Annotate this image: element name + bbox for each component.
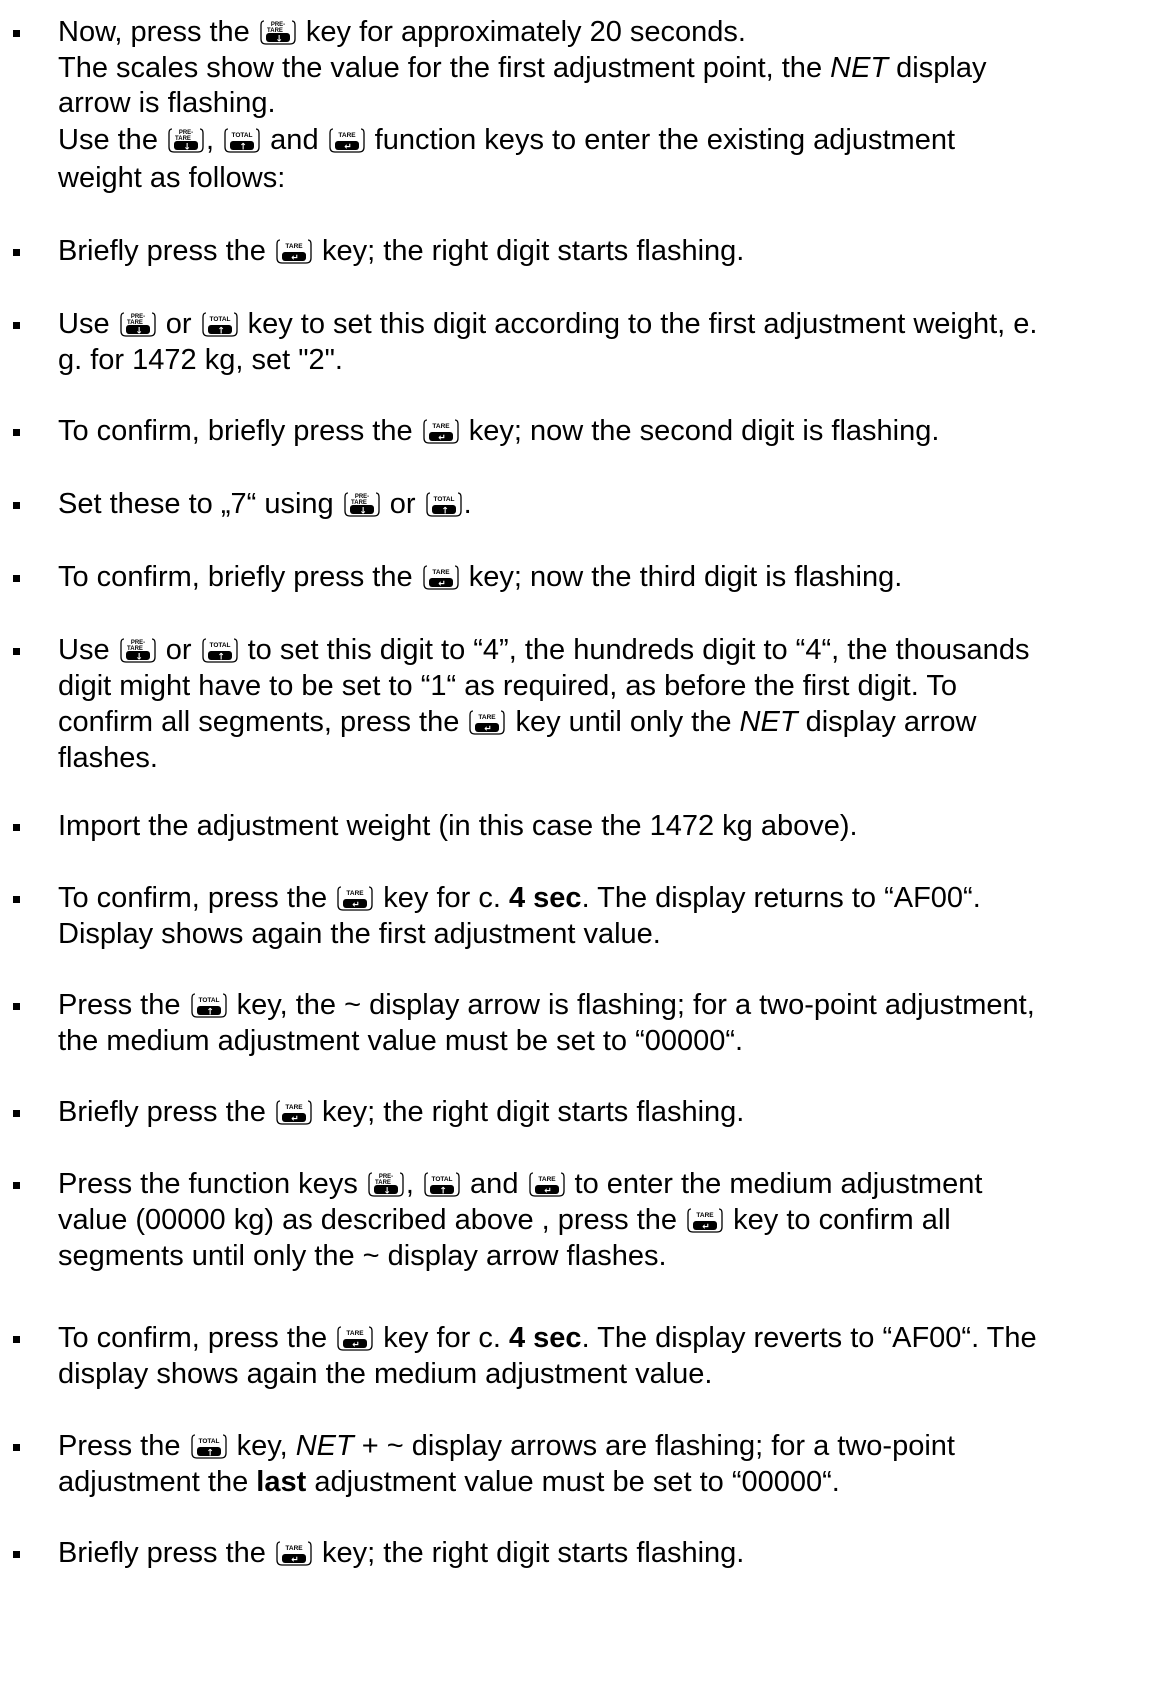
- svg-text:↵: ↵: [343, 142, 352, 153]
- instruction-line: confirm all segments, press the TARE ↵ key until only the NET display arrow: [58, 706, 977, 738]
- tare-key-icon: [276, 1099, 312, 1125]
- emphasis-text: NET: [739, 706, 798, 738]
- svg-text:↵: ↵: [543, 1186, 552, 1197]
- svg-text:TOTAL: TOTAL: [198, 997, 220, 1004]
- bullet-marker: [13, 1003, 20, 1010]
- svg-text:TARE: TARE: [537, 1176, 556, 1183]
- bullet-marker: [13, 648, 20, 655]
- instruction-item: [58, 559, 1152, 595]
- svg-text:PRE-: PRE-: [378, 1174, 394, 1180]
- bullet-marker: [13, 824, 20, 831]
- instruction-line: To confirm, briefly press the TARE ↵ key; now the third digit is flashing.: [58, 561, 903, 593]
- instruction-line: weight as follows:: [58, 162, 286, 194]
- instruction-line: Use PRE- TARE ↓ or TOTAL ↑ key to set this digit according to the first adjustment weight, e.: [58, 308, 1038, 340]
- svg-text:TOTAL: TOTAL: [209, 642, 231, 649]
- instruction-line: Briefly press the TARE ↵ key; the right digit starts flashing.: [58, 235, 745, 267]
- instruction-line: Briefly press the TARE ↵ key; the right digit starts flashing.: [58, 1537, 745, 1569]
- instruction-line: To confirm, press the TARE ↵ key for c. 4 sec. The display returns to “AF00“.: [58, 882, 981, 914]
- bullet-marker: [13, 502, 20, 509]
- instruction-line: g. for 1472 kg, set "2".: [58, 344, 343, 376]
- instruction-line: digit might have to be set to “1“ as required, as before the first digit. To: [58, 670, 957, 702]
- svg-text:↵: ↵: [291, 253, 299, 264]
- instruction-line: adjustment the last adjustment value must be set to “00000“.: [58, 1466, 840, 1498]
- svg-text:↵: ↵: [352, 1340, 360, 1351]
- instruction-line: Briefly press the TARE ↵ key; the right digit starts flashing.: [58, 1096, 745, 1128]
- total-key-icon: [191, 1433, 227, 1459]
- svg-text:↓: ↓: [275, 34, 283, 45]
- svg-text:↑: ↑: [216, 326, 225, 337]
- instruction-item: [58, 233, 1152, 269]
- bold-text: 4 sec: [508, 1322, 582, 1354]
- svg-text:↓: ↓: [358, 506, 367, 517]
- svg-text:↑: ↑: [205, 1007, 214, 1018]
- svg-text:↵: ↵: [291, 1555, 299, 1566]
- tare-key-icon: [687, 1207, 723, 1233]
- svg-text:↵: ↵: [484, 724, 493, 735]
- svg-text:TARE: TARE: [175, 136, 191, 142]
- svg-text:↵: ↵: [291, 1114, 299, 1125]
- instruction-item: [58, 413, 1152, 449]
- instruction-item: [58, 486, 1152, 522]
- instruction-line: To confirm, briefly press the TARE ↵ key; now the second digit is flashing.: [58, 415, 940, 447]
- svg-text:↑: ↑: [216, 652, 225, 663]
- svg-text:PRE-: PRE-: [354, 494, 369, 500]
- svg-text:TOTAL: TOTAL: [231, 132, 253, 139]
- instruction-item: [58, 1535, 1152, 1571]
- instruction-line: Import the adjustment weight (in this case the 1472 kg above).: [58, 810, 858, 842]
- instruction-item: [58, 987, 1152, 1059]
- instruction-item: [58, 14, 1152, 196]
- instruction-line: flashes.: [58, 742, 158, 774]
- instruction-line: Now, press the PRE- TARE ↓ key for approximately 20 seconds.: [58, 16, 746, 48]
- svg-text:↵: ↵: [352, 900, 360, 911]
- svg-text:↑: ↑: [205, 1448, 214, 1459]
- svg-text:TOTAL: TOTAL: [209, 316, 231, 323]
- svg-text:TARE: TARE: [126, 646, 143, 652]
- svg-text:TARE: TARE: [126, 320, 143, 326]
- instruction-line: arrow is flashing.: [58, 87, 276, 119]
- total-key-icon: [424, 1171, 460, 1197]
- pre-tare-key-icon: [368, 1171, 404, 1197]
- instruction-line: Press the TOTAL ↑ key, NET + ~ display arrows are flashing; for a two-point: [58, 1430, 955, 1462]
- svg-text:PRE-: PRE-: [130, 640, 145, 646]
- svg-text:TARE: TARE: [350, 500, 367, 506]
- tare-key-icon: [469, 709, 505, 735]
- bullet-marker: [13, 322, 20, 329]
- pre-tare-key-icon: [168, 127, 204, 153]
- svg-text:↑: ↑: [239, 142, 247, 153]
- instruction-item: [58, 808, 1152, 844]
- svg-text:PRE-: PRE-: [178, 130, 194, 136]
- tare-key-icon: [276, 1540, 312, 1566]
- bullet-marker: [13, 249, 20, 256]
- svg-text:TARE: TARE: [696, 1212, 714, 1219]
- tare-key-icon: [423, 418, 459, 444]
- instruction-line: Use the PRE- TARE ↓ , TOTAL ↑ and TARE ↵ function keys to enter the existing adjustment: [58, 124, 956, 156]
- bullet-marker: [13, 575, 20, 582]
- tare-key-icon: [337, 1325, 373, 1351]
- svg-text:TARE: TARE: [285, 1104, 303, 1111]
- total-key-icon: [426, 491, 462, 517]
- svg-text:TARE: TARE: [374, 1180, 391, 1186]
- instruction-line: To confirm, press the TARE ↵ key for c. 4 sec. The display reverts to “AF00“. The: [58, 1322, 1037, 1354]
- instruction-line: the medium adjustment value must be set to “00000“.: [58, 1025, 744, 1057]
- bullet-marker: [13, 1182, 20, 1189]
- instruction-line: Set these to „7“ using PRE- TARE ↓ or TOTAL ↑ .: [58, 488, 472, 520]
- svg-text:TARE: TARE: [338, 132, 356, 139]
- svg-text:↵: ↵: [702, 1222, 710, 1233]
- instruction-item: [58, 632, 1152, 776]
- instruction-line: Display shows again the first adjustment value.: [58, 918, 661, 950]
- instruction-item: [58, 1320, 1152, 1392]
- bold-text: 4 sec: [508, 882, 582, 914]
- instruction-line: segments until only the ~ display arrow flashes.: [58, 1240, 667, 1272]
- instruction-line: Press the function keys PRE- TARE ↓ , TOTAL ↑ and TARE ↵ to enter the medium adjustment: [58, 1168, 983, 1200]
- bold-text: last: [256, 1466, 307, 1498]
- svg-text:TARE: TARE: [285, 243, 303, 250]
- bullet-marker: [13, 30, 20, 37]
- tare-key-icon: [337, 885, 373, 911]
- bullet-marker: [13, 1551, 20, 1558]
- instruction-item: [58, 1166, 1152, 1274]
- svg-text:↵: ↵: [437, 579, 446, 590]
- instruction-item: [58, 1428, 1152, 1500]
- bullet-marker: [13, 1444, 20, 1451]
- svg-text:TARE: TARE: [432, 569, 450, 576]
- tare-key-icon: [276, 238, 312, 264]
- svg-text:↓: ↓: [134, 652, 143, 663]
- total-key-icon: [224, 127, 260, 153]
- tare-key-icon: [423, 564, 459, 590]
- emphasis-text: NET: [830, 52, 889, 84]
- instruction-line: display shows again the medium adjustment value.: [58, 1358, 713, 1390]
- instruction-line: The scales show the value for the first adjustment point, the NET display: [58, 52, 987, 84]
- svg-text:PRE-: PRE-: [270, 22, 286, 28]
- bullet-marker: [13, 429, 20, 436]
- pre-tare-key-icon: [260, 19, 296, 45]
- svg-text:TARE: TARE: [266, 28, 283, 34]
- svg-text:↓: ↓: [183, 142, 191, 153]
- instruction-line: Use PRE- TARE ↓ or TOTAL ↑ to set this digit to “4”, the hundreds digit to “4“, the thousands: [58, 634, 1030, 666]
- svg-text:TOTAL: TOTAL: [433, 496, 455, 503]
- svg-text:TARE: TARE: [432, 423, 450, 430]
- svg-text:TOTAL: TOTAL: [198, 1438, 220, 1445]
- instruction-line: value (00000 kg) as described above , press the TARE ↵ key to confirm all: [58, 1204, 951, 1236]
- svg-text:PRE-: PRE-: [130, 314, 145, 320]
- instruction-line: Press the TOTAL ↑ key, the ~ display arrow is flashing; for a two-point adjustment,: [58, 989, 1035, 1021]
- bullet-marker: [13, 1336, 20, 1343]
- instruction-item: [58, 1094, 1152, 1130]
- pre-tare-key-icon: [120, 311, 156, 337]
- svg-text:TARE: TARE: [346, 890, 364, 897]
- svg-text:↓: ↓: [383, 1186, 391, 1197]
- svg-text:↑: ↑: [439, 1186, 447, 1197]
- bullet-marker: [13, 896, 20, 903]
- tare-key-icon: [529, 1171, 565, 1197]
- svg-text:↑: ↑: [440, 506, 449, 517]
- total-key-icon: [202, 311, 238, 337]
- svg-text:TOTAL: TOTAL: [431, 1176, 453, 1183]
- pre-tare-key-icon: [120, 637, 156, 663]
- tare-key-icon: [329, 127, 365, 153]
- total-key-icon: [202, 637, 238, 663]
- instruction-item: [58, 306, 1152, 378]
- pre-tare-key-icon: [344, 491, 380, 517]
- svg-text:↓: ↓: [134, 326, 143, 337]
- svg-text:TARE: TARE: [346, 1330, 364, 1337]
- bullet-marker: [13, 1110, 20, 1117]
- total-key-icon: [191, 992, 227, 1018]
- svg-text:TARE: TARE: [478, 714, 496, 721]
- svg-text:TARE: TARE: [285, 1545, 303, 1552]
- emphasis-text: NET: [295, 1430, 354, 1462]
- instruction-item: [58, 880, 1152, 952]
- svg-text:↵: ↵: [437, 433, 446, 444]
